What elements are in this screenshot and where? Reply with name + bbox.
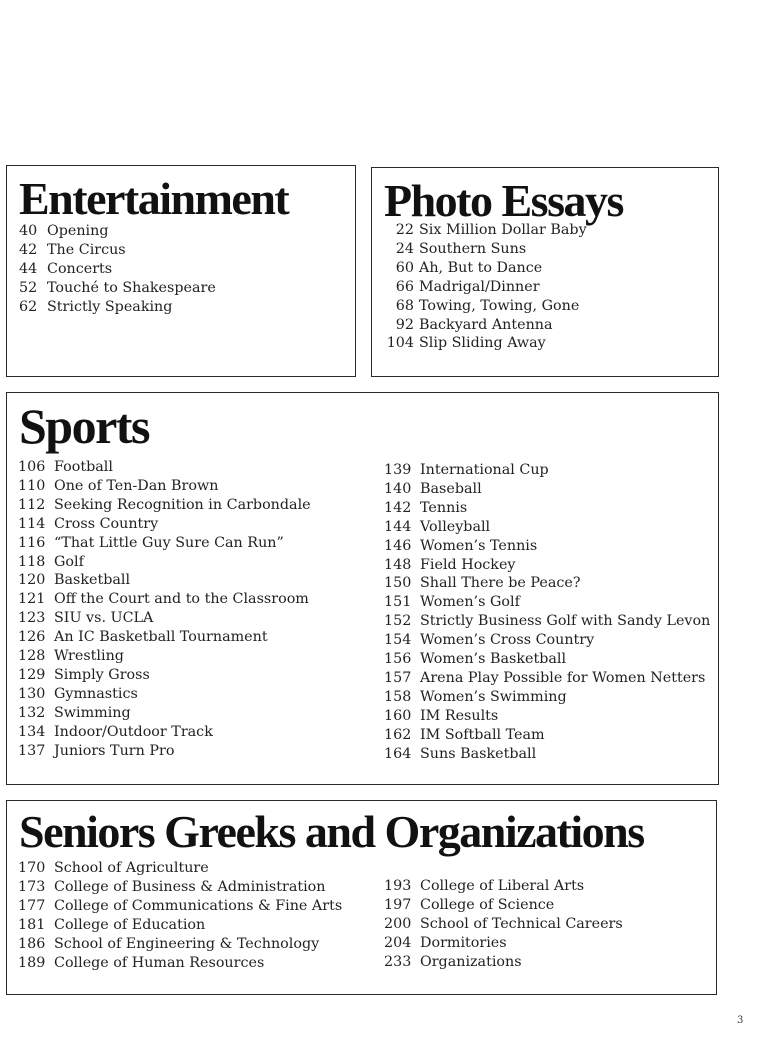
toc-entry-title: School of Agriculture [54,860,209,876]
toc-page-number: 140 [384,480,412,497]
toc-entry [384,574,710,593]
toc-entry-title: Cross Country [54,515,159,532]
toc-page-number: 120 [18,572,46,589]
toc-entry-title: Field Hockey [420,556,516,573]
toc-page-number: 160 [384,707,412,724]
toc-entry-title: College of Education [54,916,206,933]
photo-essays-section [371,167,719,377]
toc-entry-title: Wrestling [54,648,124,665]
toc-entry-title: Strictly Business Golf with Sandy Levon [420,613,711,630]
toc-entry-title: Simply Gross [54,666,150,683]
toc-entry-title: Towing, Towing, Gone [419,297,580,314]
photo-essays-list [384,221,587,353]
toc-entry-title: College of Human Resources [54,954,265,971]
toc-page-number: 193 [384,878,412,894]
toc-entry [18,477,311,496]
toc-entry-title: Tennis [420,499,468,516]
toc-entry [384,953,623,972]
toc-page-number: 152 [384,613,412,630]
toc-page-number: 233 [384,953,412,970]
toc-entry [384,896,623,915]
toc-entry [384,221,587,240]
toc-entry-title: The Circus [47,241,126,258]
toc-entry [18,897,342,916]
toc-entry [384,877,623,896]
toc-entry-title: School of Engineering & Technology [54,935,320,952]
toc-entry [18,609,311,628]
toc-page-number: 110 [18,477,46,494]
toc-entry-title: Suns Basketball [420,745,537,762]
toc-entry [384,316,587,335]
toc-page-number: 24 [395,240,414,257]
toc-page-number: 128 [18,648,46,665]
toc-entry-title: International Cup [420,462,549,478]
toc-page-number: 158 [384,688,412,705]
toc-entry [384,688,710,707]
toc-entry-title: Swimming [54,704,131,721]
toc-page-number: 116 [18,534,46,551]
toc-entry-title: Football [54,459,113,475]
toc-entry-title: Gymnastics [54,685,138,702]
toc-entry [19,298,216,317]
toc-entry [384,334,587,353]
toc-entry-title: Juniors Turn Pro [54,742,175,759]
toc-page-number: 118 [18,553,46,570]
toc-entry-title: Madrigal/Dinner [419,278,540,295]
toc-entry-title: Indoor/Outdoor Track [54,723,213,740]
toc-entry [384,480,710,499]
toc-entry [18,859,342,878]
section-heading-sports: Sports [19,398,149,454]
sports-list-right [384,461,710,764]
seniors-greeks-organizations-section [6,800,717,995]
toc-page-number: 142 [384,499,412,516]
toc-entry-title: Backyard Antenna [419,316,553,333]
toc-entry [18,496,311,515]
toc-entry [18,685,311,704]
toc-entry-title: Women’s Cross Country [420,632,595,649]
toc-entry [18,742,311,761]
toc-entry-title: One of Ten-Dan Brown [54,477,219,494]
toc-page-number: 60 [395,259,414,276]
seniors-list-right [384,877,623,972]
toc-page-number: 40 [19,223,38,239]
toc-entry-title: IM Results [420,707,499,724]
toc-entry-title: Organizations [420,953,522,970]
toc-entry [19,241,216,260]
toc-entry [384,297,587,316]
toc-entry [384,631,710,650]
section-heading-photo-essays: Photo Essays [384,175,623,226]
toc-page-number: 164 [384,745,412,762]
sports-section [6,392,719,785]
toc-entry [18,458,311,477]
toc-entry-title: School of Technical Careers [420,915,623,932]
toc-entry-title: Seeking Recognition in Carbondale [54,496,311,513]
toc-entry [18,878,342,897]
toc-entry [384,556,710,575]
toc-page-number: 157 [384,669,412,686]
toc-entry [384,259,587,278]
toc-page-number: 186 [18,935,46,952]
toc-page-number: 132 [18,704,46,721]
toc-page-number: 177 [18,897,46,914]
toc-entry-title: College of Business & Administration [54,878,326,895]
toc-page-number: 154 [384,632,412,649]
toc-page-number: 52 [19,279,38,296]
toc-page-number: 129 [18,666,46,683]
toc-entry [18,723,311,742]
toc-page-number: 150 [384,575,412,592]
toc-page-number: 22 [395,222,414,238]
toc-entry-title: Off the Court and to the Classroom [54,591,309,608]
toc-page-number: 146 [384,537,412,554]
toc-entry [384,278,587,297]
toc-page-number: 104 [386,335,414,352]
toc-page-number: 181 [18,916,46,933]
toc-entry-title: Dormitories [420,934,507,951]
toc-entry-title: Southern Suns [419,240,527,257]
toc-page-number: 114 [18,515,46,532]
toc-entry [384,726,710,745]
toc-page-number: 66 [395,278,414,295]
toc-page-number: 139 [384,462,412,478]
toc-entry [384,915,623,934]
toc-entry-title: IM Softball Team [420,726,545,743]
toc-entry [18,590,311,609]
sports-list-left [18,458,311,761]
toc-page-number: 112 [18,496,46,513]
toc-entry-title: Women’s Tennis [420,537,538,554]
seniors-list-left [18,859,342,972]
toc-entry-title: Women’s Golf [420,594,520,611]
toc-entry [18,935,342,954]
toc-entry [18,704,311,723]
toc-entry-title: College of Science [420,896,555,913]
toc-page-number: 148 [384,556,412,573]
toc-entry [384,240,587,259]
entertainment-list [19,222,216,317]
section-heading-entertainment: Entertainment [19,173,289,224]
toc-page-number: 130 [18,685,46,702]
toc-entry-title: “That Little Guy Sure Can Run” [54,534,284,551]
toc-entry [384,707,710,726]
toc-page-number: 126 [18,629,46,646]
toc-page-number: 204 [384,934,412,951]
toc-entry-title: Concerts [47,260,113,277]
toc-entry [19,260,216,279]
toc-entry-title: College of Liberal Arts [420,878,585,894]
toc-entry [18,647,311,666]
toc-entry [19,222,216,241]
toc-entry [18,571,311,590]
toc-entry-title: Arena Play Possible for Women Netters [420,669,706,686]
toc-entry [384,669,710,688]
toc-entry [19,279,216,298]
toc-page-number: 44 [19,260,38,277]
toc-entry [18,553,311,572]
toc-entry [384,461,710,480]
toc-page-number: 121 [18,591,46,608]
toc-entry-title: Golf [54,553,84,570]
toc-entry [384,499,710,518]
page-number: 3 [737,1015,744,1026]
toc-entry-title: Volleyball [420,518,491,535]
toc-page-number: 134 [18,723,46,740]
toc-entry [18,515,311,534]
entertainment-section [6,165,356,377]
toc-entry-title: An IC Basketball Tournament [54,629,268,646]
toc-entry-title: Six Million Dollar Baby [419,222,587,238]
toc-entry-title: College of Communications & Fine Arts [54,897,343,914]
toc-entry [18,666,311,685]
toc-entry-title: Shall There be Peace? [420,575,581,592]
toc-entry-title: Baseball [420,480,482,497]
toc-entry [384,537,710,556]
toc-page-number: 189 [18,954,46,971]
toc-page-number: 123 [18,610,46,627]
toc-page-number: 151 [384,594,412,611]
toc-entry-title: Strictly Speaking [47,298,173,315]
toc-page-number: 156 [384,651,412,668]
toc-entry [384,518,710,537]
toc-entry [384,612,710,631]
toc-page-number: 170 [18,860,46,876]
toc-entry [384,650,710,669]
toc-page-number: 42 [19,241,38,258]
toc-page-number: 106 [18,459,46,475]
toc-entry-title: Ah, But to Dance [419,259,543,276]
toc-entry-title: Opening [47,223,109,239]
toc-entry [384,934,623,953]
section-heading-seniors-greeks-organizations: Seniors Greeks and Organizations [19,806,644,857]
toc-page-number: 62 [19,298,38,315]
toc-entry-title: Slip Sliding Away [419,335,546,352]
toc-entry [384,593,710,612]
toc-entry [384,745,710,764]
toc-page-number: 200 [384,915,412,932]
toc-page-number: 68 [395,297,414,314]
toc-entry-title: Touché to Shakespeare [47,279,216,296]
toc-entry [18,628,311,647]
toc-page-number: 137 [18,742,46,759]
toc-page-number: 144 [384,518,412,535]
toc-entry-title: SIU vs. UCLA [54,610,154,627]
toc-page-number: 92 [395,316,414,333]
toc-entry-title: Women’s Swimming [420,688,567,705]
toc-entry [18,954,342,973]
toc-entry-title: Women’s Basketball [420,651,567,668]
toc-page-number: 162 [384,726,412,743]
toc-page-number: 173 [18,878,46,895]
toc-entry-title: Basketball [54,572,131,589]
toc-entry [18,916,342,935]
toc-page-number: 197 [384,896,412,913]
toc-entry [18,534,311,553]
